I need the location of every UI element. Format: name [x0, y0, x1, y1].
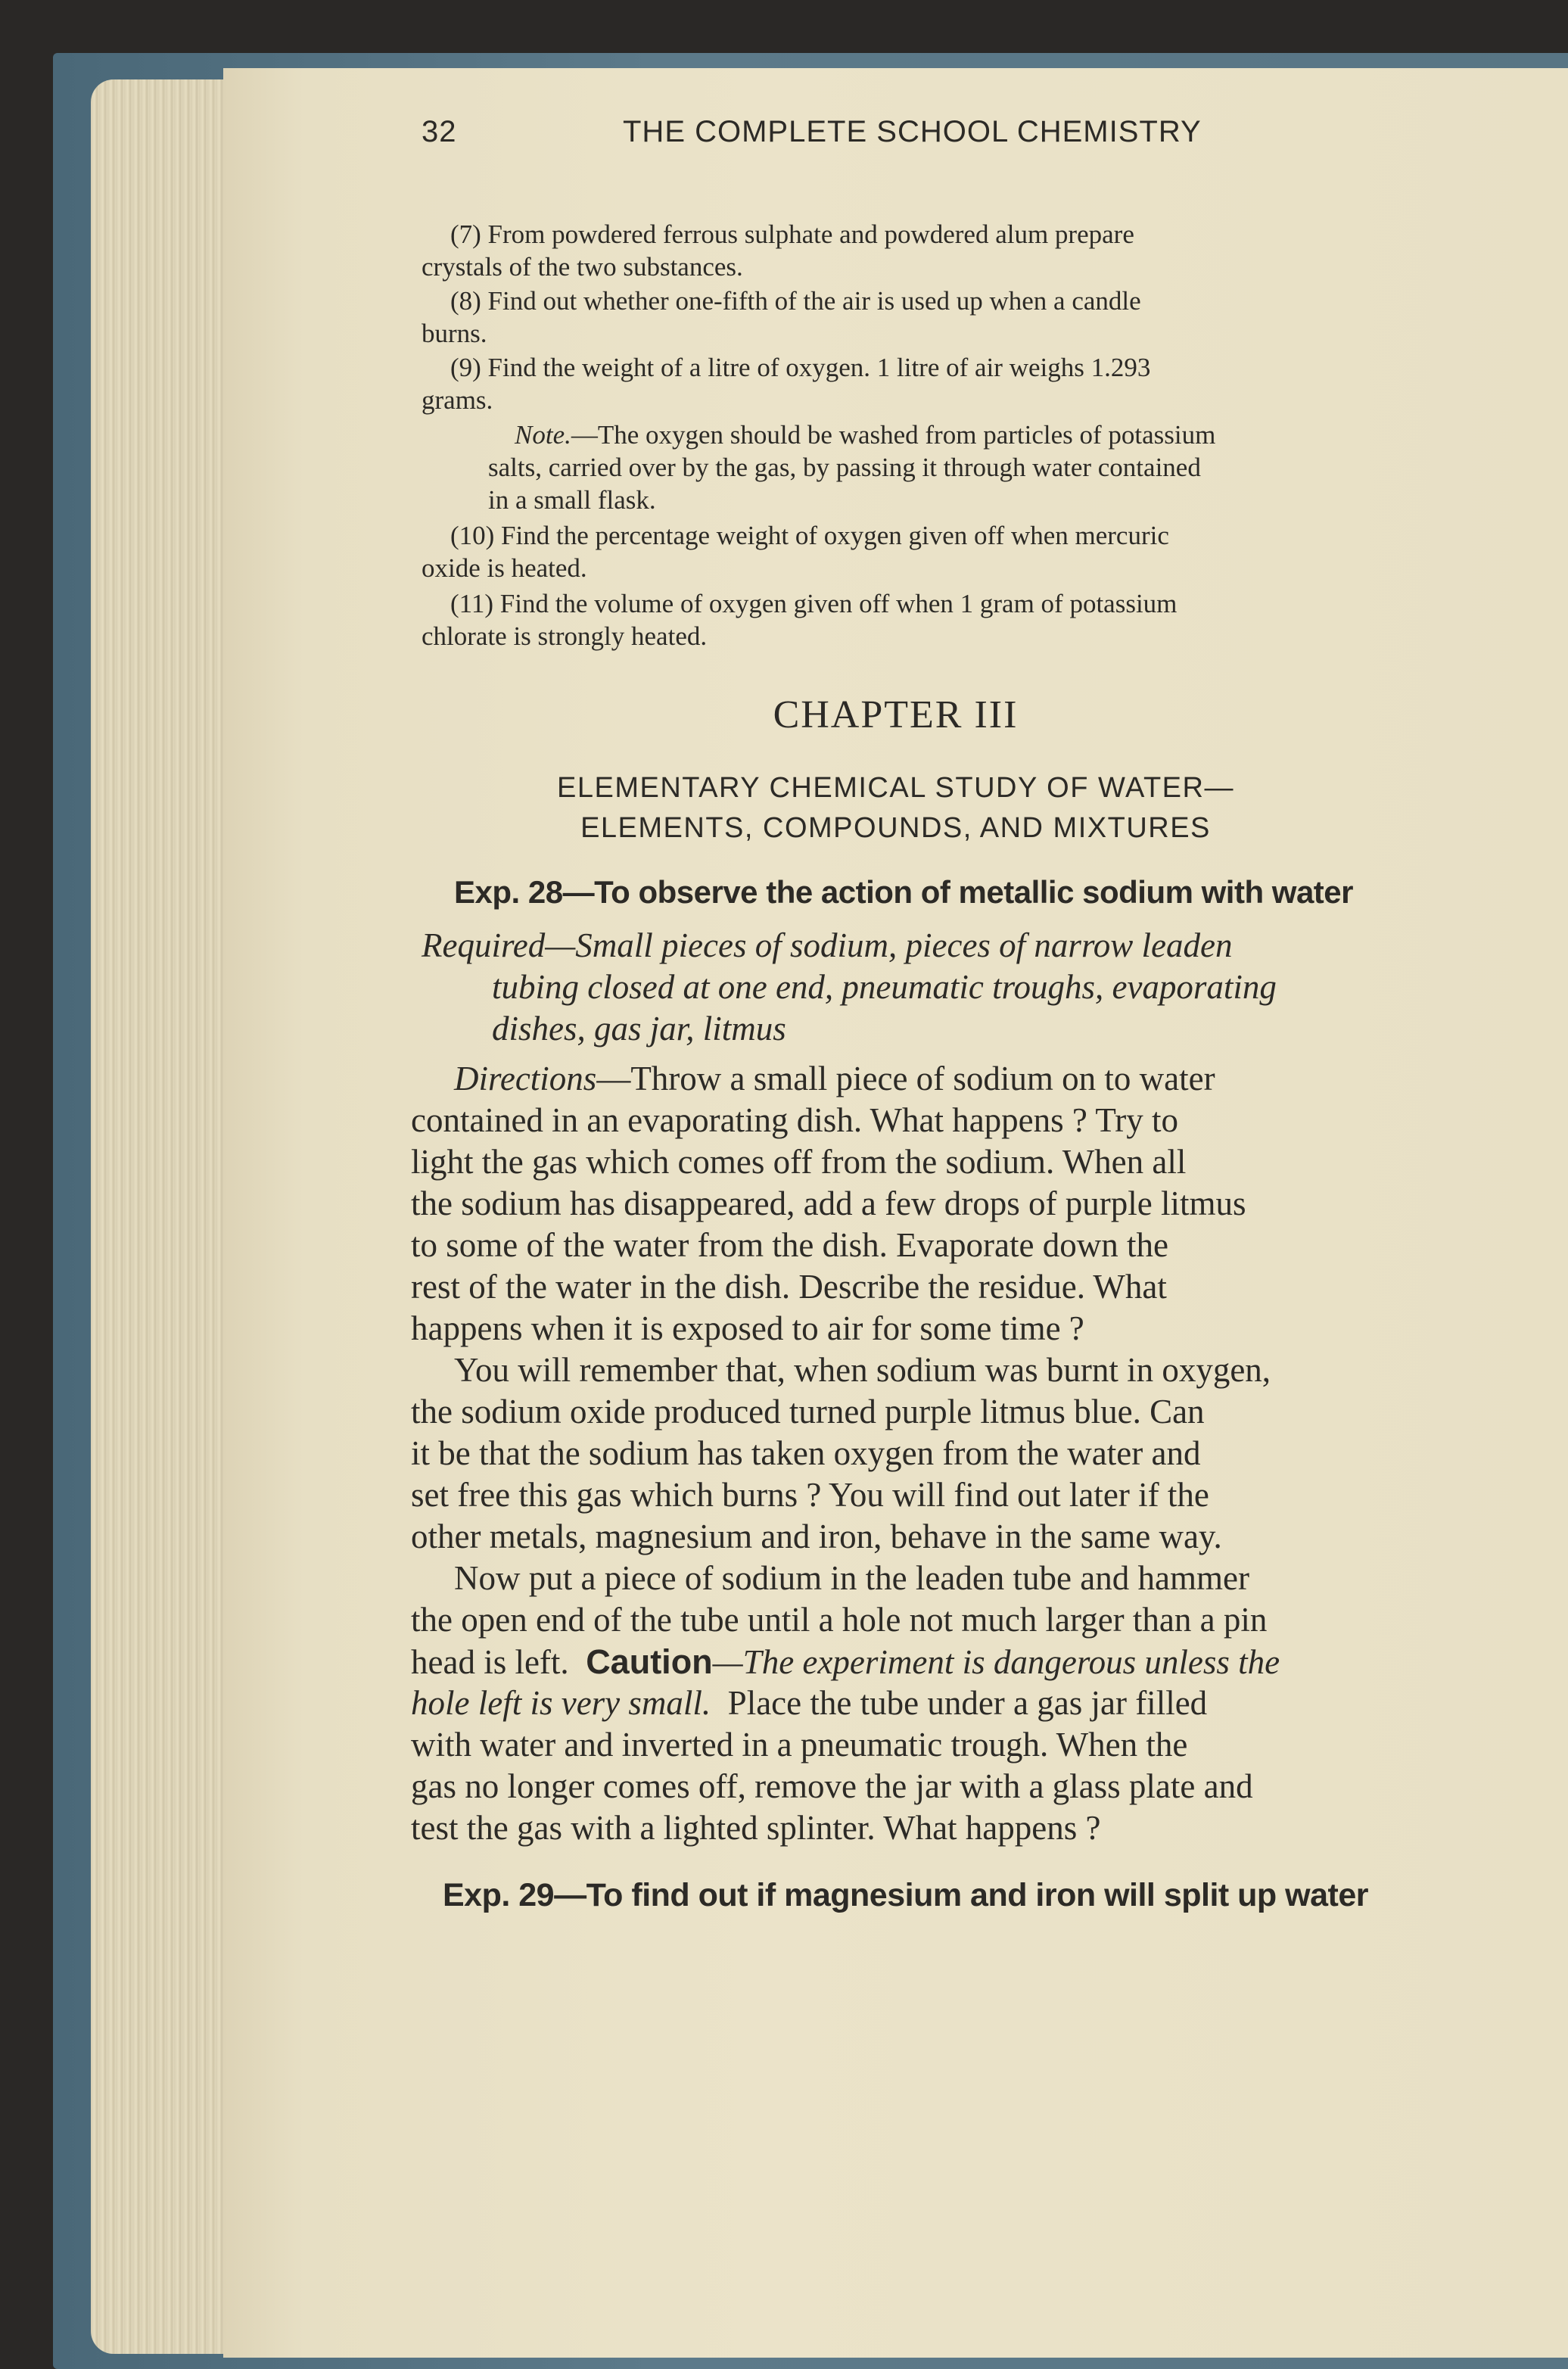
note-label: Note.	[515, 420, 571, 450]
exercise-8-line2: burns.	[422, 319, 487, 348]
exp-28-para2-line1: You will remember that, when sodium was burnt in oxygen,	[454, 1351, 1271, 1389]
exp-28-para3-line7: test the gas with a lighted splinter. What happens ?	[411, 1809, 1101, 1847]
exp-28-para3-line1: Now put a piece of sodium in the leaden tube and hammer	[454, 1559, 1249, 1597]
exercise-9-line2: grams.	[422, 385, 493, 415]
exp-28-para3-line6: gas no longer comes off, remove the jar with a glass plate and	[411, 1767, 1253, 1805]
chapter-subtitle-line2: ELEMENTS, COMPOUNDS, AND MIXTURES	[580, 812, 1211, 844]
exp-28-directions-line3: light the gas which comes off from the sodium. When all	[411, 1143, 1187, 1181]
page-number: 32	[422, 115, 457, 148]
exp-28-para2-line2: the sodium oxide produced turned purple litmus blue. Can	[411, 1393, 1205, 1430]
exp-28-para3-line5: with water and inverted in a pneumatic trough. When the	[411, 1726, 1188, 1764]
caution-label: Caution	[586, 1642, 713, 1681]
exercise-8-line1: (8) Find out whether one-fifth of the air is used up when a candle	[450, 286, 1141, 316]
exp-28-heading: Exp. 28—To observe the action of metallic sodium with water	[454, 874, 1353, 910]
note-line3: in a small flask.	[488, 485, 656, 515]
directions-label: Directions	[454, 1060, 597, 1097]
exp-28-required-line2: tubing closed at one end, pneumatic troughs, evaporating	[492, 968, 1277, 1006]
exercise-9-line1: (9) Find the weight of a litre of oxygen. 1 litre of air weighs 1.293	[450, 353, 1151, 382]
note-line1: Note.—The oxygen should be washed from particles of potassium	[515, 420, 1216, 450]
exp-28-para2-line4: set free this gas which burns ? You will find out later if the	[411, 1476, 1209, 1514]
exp-28-para3-line2: the open end of the tube until a hole not much larger than a pin	[411, 1601, 1268, 1639]
exp-28-directions-line6: rest of the water in the dish. Describe the residue. What	[411, 1268, 1167, 1306]
exp-28-directions-line2: contained in an evaporating dish. What happens ? Try to	[411, 1101, 1178, 1139]
exp-28-directions-line7: happens when it is exposed to air for some time ?	[411, 1309, 1084, 1347]
exp-28-para2-line3: it be that the sodium has taken oxygen from the water and	[411, 1434, 1201, 1472]
chapter-subtitle-line1: ELEMENTARY CHEMICAL STUDY OF WATER—	[557, 772, 1234, 804]
exercise-10-line2: oxide is heated.	[422, 553, 587, 583]
exp-28-directions-line4: the sodium has disappeared, add a few drops of purple litmus	[411, 1184, 1246, 1222]
exercise-11-line2: chlorate is strongly heated.	[422, 621, 708, 651]
exp-28-para3-line4: hole left is very small. Place the tube under a gas jar filled	[411, 1684, 1208, 1722]
exercise-7-line2: crystals of the two substances.	[422, 252, 743, 282]
exp-29-heading: Exp. 29—To find out if magnesium and iron will split up water	[443, 1877, 1368, 1913]
exercise-11-line1: (11) Find the volume of oxygen given off when 1 gram of potassium	[450, 589, 1178, 618]
note-line2: salts, carried over by the gas, by passing it through water contained	[488, 453, 1201, 482]
exp-28-para3-line3: head is left. Caution—The experiment is dangerous unless the	[411, 1642, 1280, 1681]
running-head: THE COMPLETE SCHOOL CHEMISTRY	[623, 115, 1202, 148]
exp-28-required-line3: dishes, gas jar, litmus	[492, 1010, 786, 1048]
exp-28-directions-line5: to some of the water from the dish. Evaporate down the	[411, 1226, 1168, 1264]
exercise-7-line1: (7) From powdered ferrous sulphate and powdered alum prepare	[450, 219, 1134, 249]
page-stack-edges	[91, 79, 235, 2354]
exp-28-directions-line1: Directions—Throw a small piece of sodium on to water	[454, 1060, 1215, 1097]
exp-28-para2-line5: other metals, magnesium and iron, behave in the same way.	[411, 1518, 1222, 1555]
book-page	[223, 68, 1568, 2358]
exp-28-required-line1: Required—Small pieces of sodium, pieces of narrow leaden	[422, 926, 1233, 964]
exercise-10-line1: (10) Find the percentage weight of oxygen given off when mercuric	[450, 521, 1169, 550]
chapter-title: CHAPTER III	[773, 693, 1019, 736]
